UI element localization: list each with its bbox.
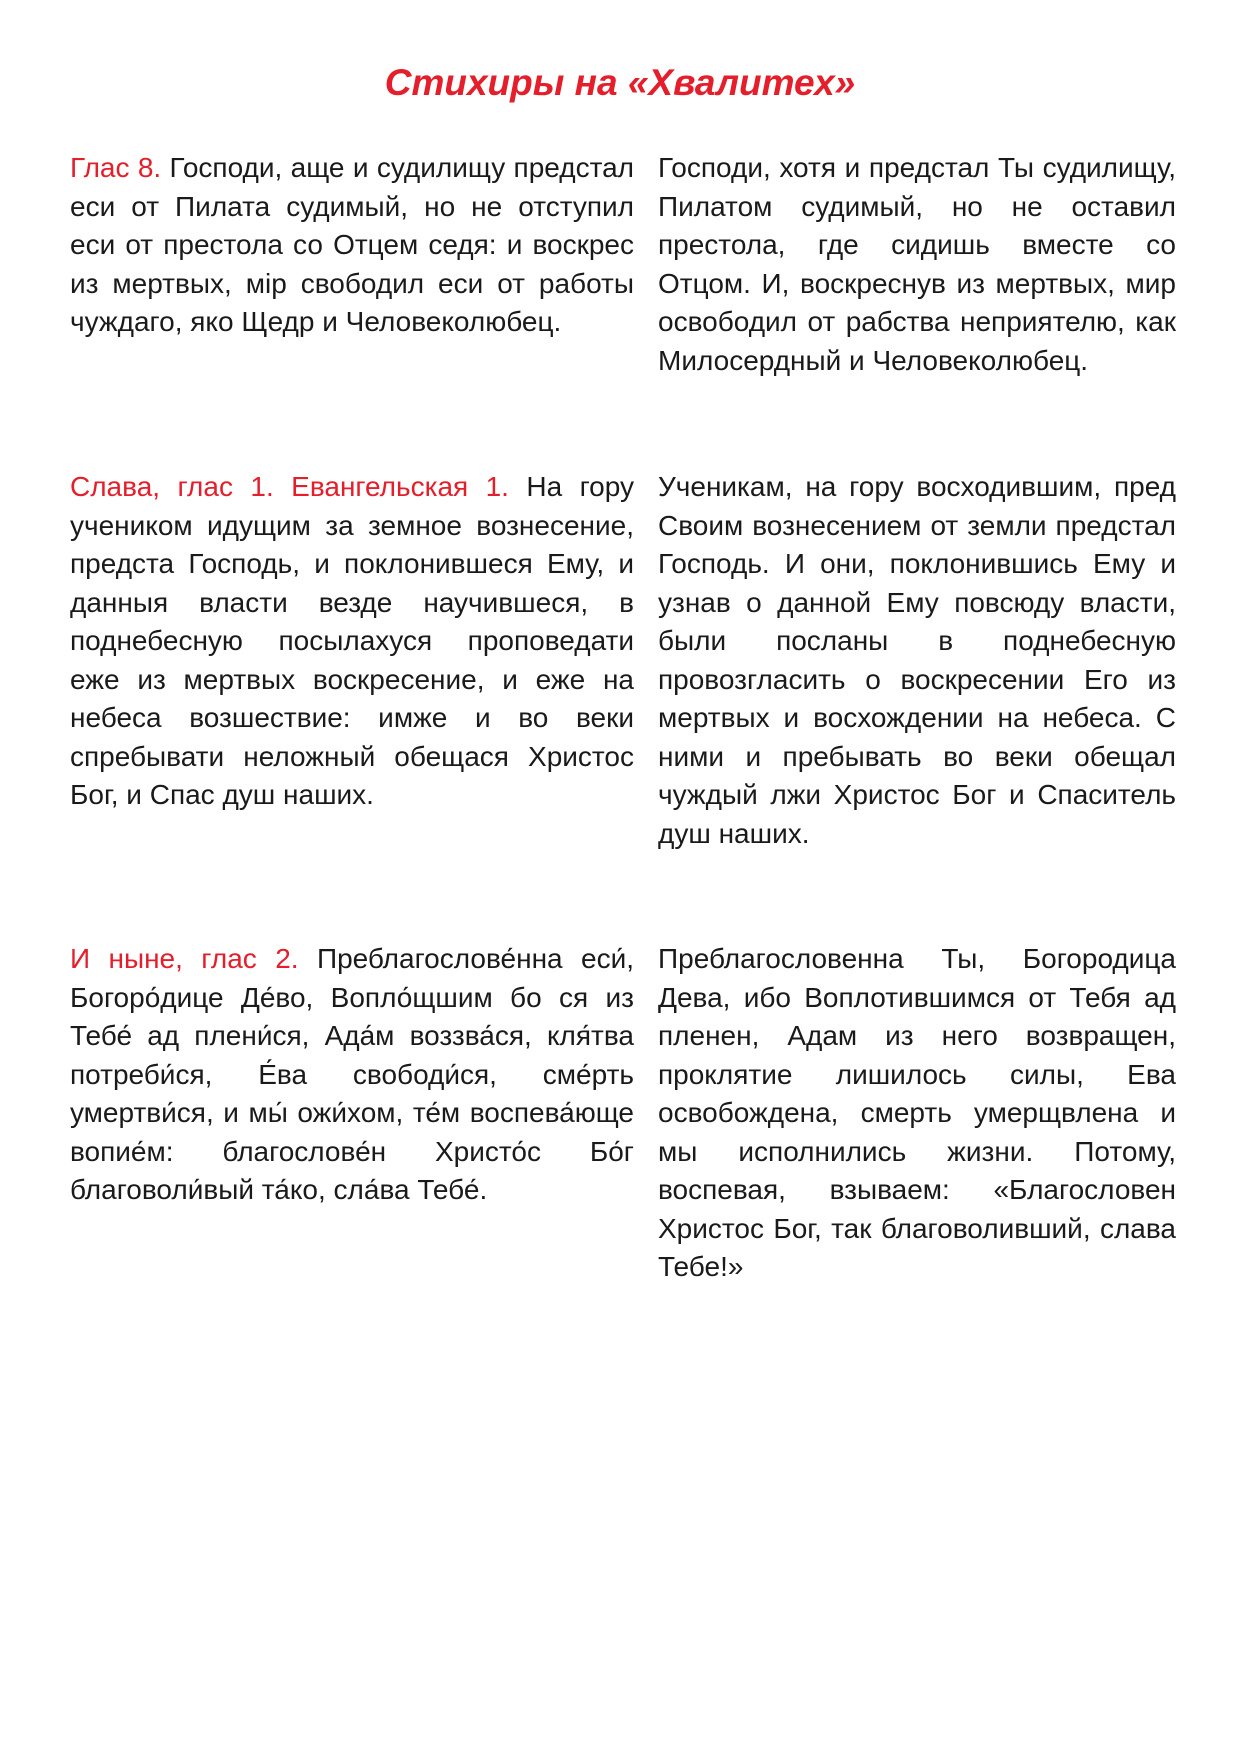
- rubric-label: И ныне, глас 2.: [70, 943, 299, 974]
- church-slavonic-body: Преблагослове́нна еси́, Богоро́дице Де́во, Вопло́щшим бо ся из Тебе́ ад плени́ся, Ада́м воззва́ся, кля́тва потреби́ся, Е́ва свободи́ся, сме́рть умертви́ся, и мы́ ожи́хом, те́м воспева́юще вопие́м: благослове́н Христо́с Бо́г благоволи́вый та́ко, сла́ва Тебе́.: [70, 943, 634, 1205]
- russian-translation-text: Преблагословенна Ты, Богородица Дева, ибо Воплотившимся от Тебя ад пленен, Адам из него возвращен, проклятие лишилось силы, Ева освобождена, смерть умерщвлена и мы исполнились жизни. Потому, воспевая, взываем: «Благословен Христос Бог, так благоволивший, слава Тебе!»: [658, 943, 1176, 1282]
- church-slavonic-text: [70, 468, 634, 815]
- russian-translation-text: Ученикам, на гору восходившим, пред Своим вознесением от земли предстал Господь. И они, поклонившись Ему и узнав о данной Ему повсюду власти, были посланы в поднебесную провозгласить о воскресении Его из мертвых и восхождении на небеса. С ними и пребывать во веки обещал чуждый лжи Христос Бог и Спаситель душ наших.: [658, 471, 1176, 849]
- church-slavonic-body: На гору учеником идущим за земное вознесение, предста Господь, и поклонившеся Ему, и данныя власти везде научившеся, в поднебесную посылахуся проповедати еже из мертвых воскресение, и еже на небеса возшествие: имже и во веки спребывати неложный обещася Христос Бог, и Спас душ наших.: [70, 471, 635, 810]
- church-slavonic-body: Господи, аще и судилищу предстал еси от Пилата судимый, но не отступил еси от престола со Отцем седя: и воскрес из мертвых, мiр свободил еси от работы чуждаго, яко Щедр и Человеколюбец.: [70, 152, 634, 337]
- russian-translation-text: Господи, хотя и предстал Ты судилищу, Пилатом судимый, но не оставил престола, где сидишь вместе со Отцом. И, воскреснув из мертвых, мир освободил от рабства неприятелю, как Милосердный и Человеколюбец.: [658, 152, 1176, 376]
- rubric-label: Слава, глас 1. Евангельская 1.: [70, 471, 509, 502]
- page-title: Стихиры на «Хвалитех»: [384, 62, 856, 103]
- church-slavonic-text: [70, 149, 634, 342]
- rubric-label: Глас 8.: [70, 152, 162, 183]
- church-slavonic-text: [70, 940, 634, 1210]
